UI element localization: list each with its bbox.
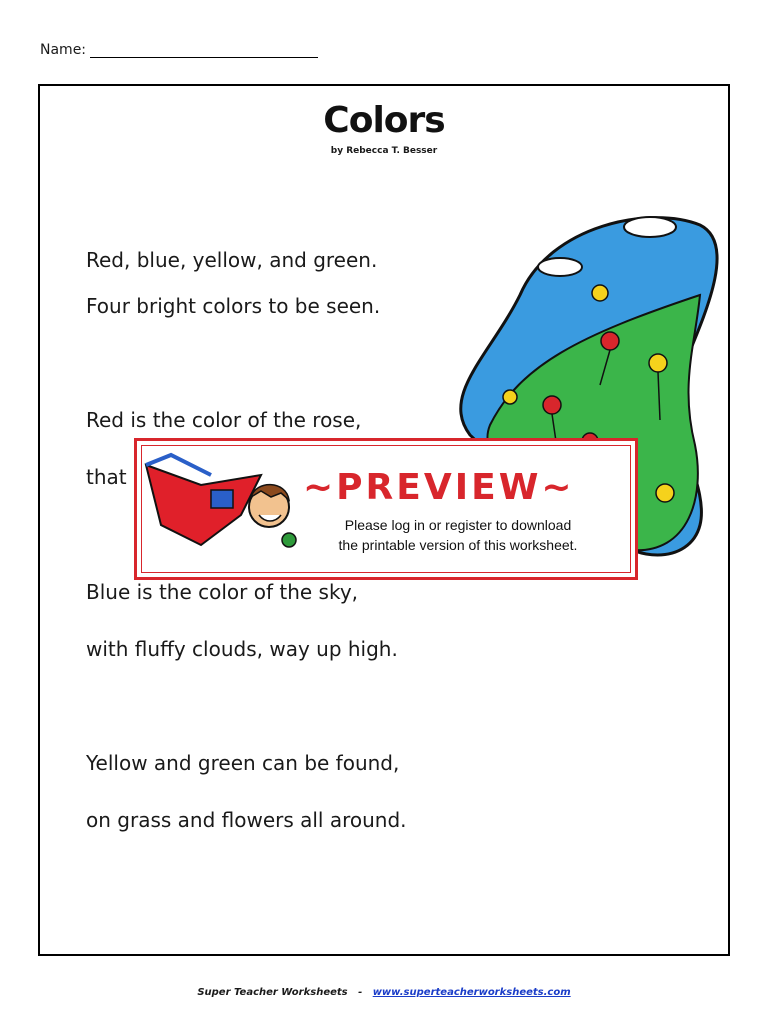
author-credit: by Rebecca T. Besser	[330, 146, 438, 156]
poem-line: Red, blue, yellow, and green.	[86, 248, 378, 272]
poem-line: Four bright colors to be seen.	[86, 294, 381, 318]
superhero-mascot-icon	[141, 445, 301, 575]
name-field	[40, 42, 318, 58]
poem-line: that	[86, 465, 127, 489]
footer	[0, 987, 768, 998]
footer-website-link[interactable]: www.superteacherworksheets.com	[372, 987, 571, 998]
poem-line: Blue is the color of the sky,	[86, 580, 359, 604]
footer-brand: Super Teacher Worksheets	[197, 987, 348, 998]
name-blank-line	[90, 43, 318, 58]
worksheet-title: Colors	[323, 100, 445, 141]
poem-line: Yellow and green can be found,	[86, 751, 400, 775]
preview-banner[interactable]	[134, 438, 638, 580]
preview-message-line: Please log in or register to download	[344, 517, 572, 533]
name-label: Name:	[40, 42, 87, 58]
preview-heading: ~PREVIEW~	[303, 467, 575, 508]
preview-message-line: the printable version of this worksheet.	[338, 537, 578, 553]
poem-line: on grass and flowers all around.	[86, 808, 407, 832]
poem-line: with fluffy clouds, way up high.	[86, 637, 398, 661]
footer-separator: -	[358, 987, 363, 998]
poem-line: Red is the color of the rose,	[86, 408, 362, 432]
